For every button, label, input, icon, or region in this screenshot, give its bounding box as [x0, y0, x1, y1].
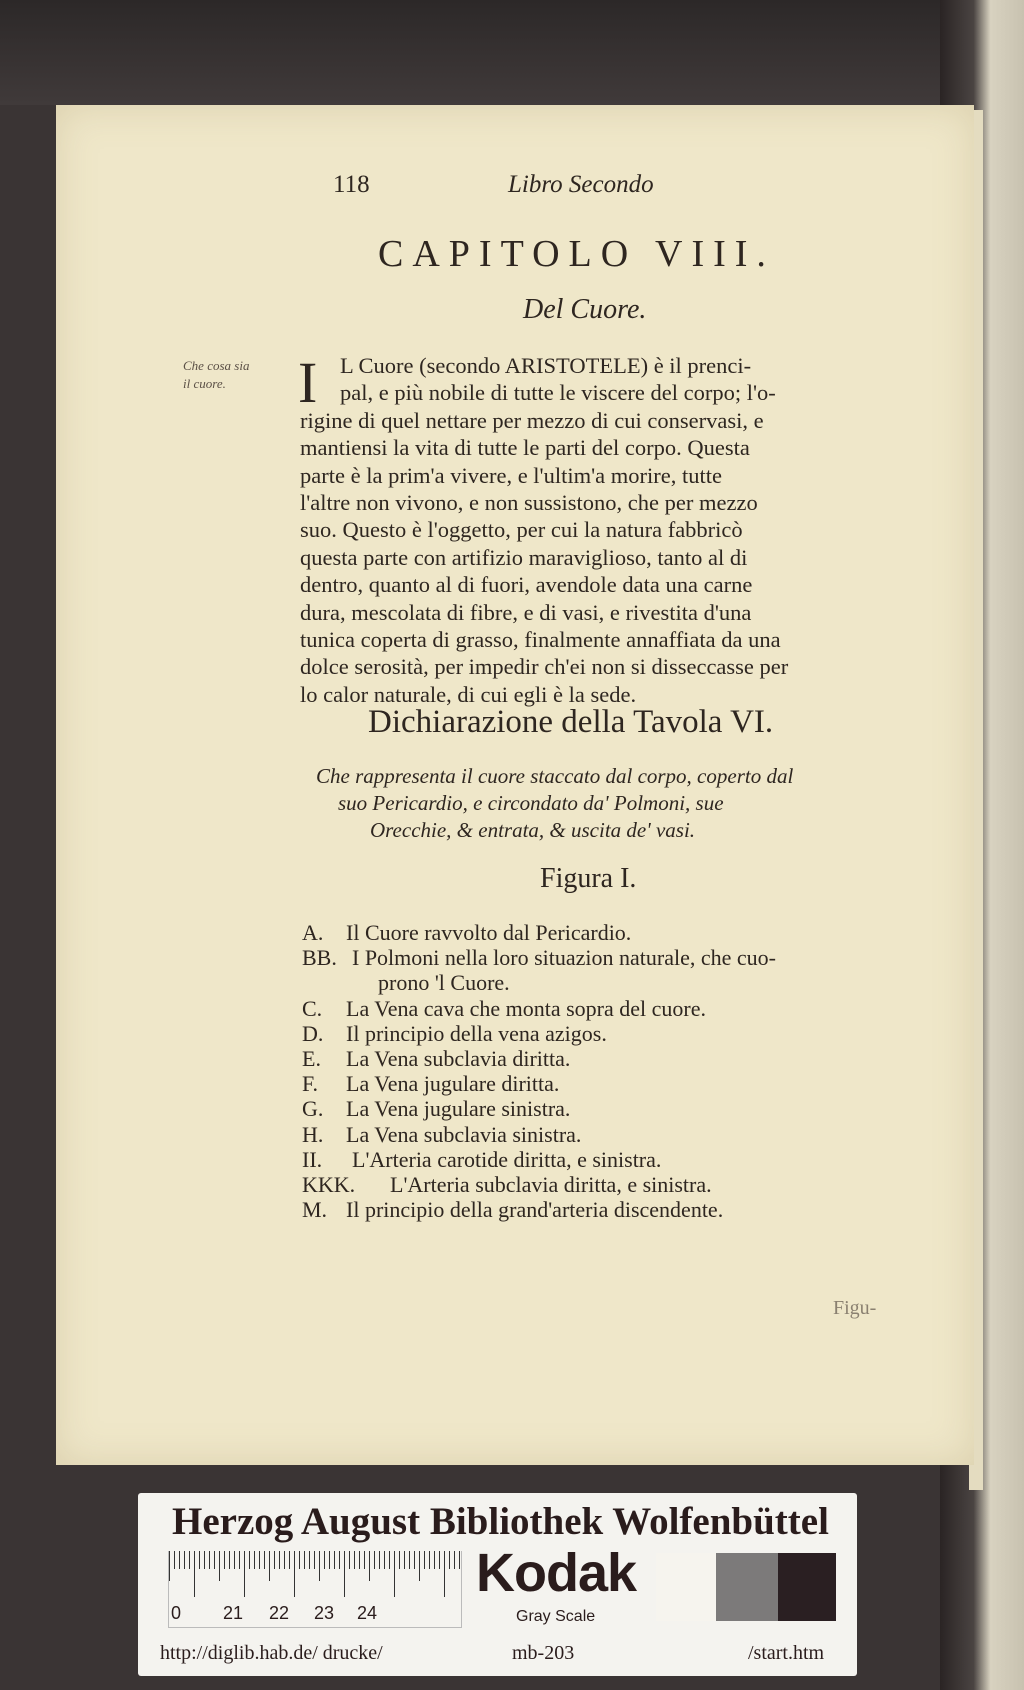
legend-item	[302, 1071, 559, 1096]
legend-key: M.	[302, 1197, 328, 1223]
legend-item	[302, 996, 706, 1021]
legend-key: BB.	[302, 945, 337, 971]
url-left: http://diglib.hab.de/ drucke/	[160, 1642, 383, 1664]
legend-key: E.	[302, 1046, 321, 1071]
library-name: Herzog August Bibliothek Wolfenbüttel	[172, 1500, 829, 1543]
library-label	[138, 1493, 857, 1676]
section-desc-line: suo Pericardio, e circondato da' Polmoni, sue	[338, 791, 724, 815]
body-line: mantiensi la vita di tutte le parti del corpo. Questa	[300, 435, 750, 461]
ruler-number: 21	[223, 1603, 244, 1623]
ruler-tick	[179, 1551, 180, 1569]
ruler-tick	[434, 1551, 435, 1569]
gray-swatch-dark	[778, 1553, 836, 1621]
body-line: L Cuore (secondo ARISTOTELE) è il prenci-	[340, 353, 752, 378]
ruler-tick	[184, 1551, 185, 1569]
legend-text: L'Arteria subclavia diritta, e sinistra.	[390, 1172, 712, 1197]
ruler-tick	[394, 1551, 395, 1597]
body-line: parte è la prim'a vivere, e l'ultim'a morire, tutte	[300, 462, 722, 488]
drop-cap: I	[298, 350, 318, 415]
body-line: lo calor naturale, di cui egli è la sede.	[300, 681, 637, 707]
legend-item	[302, 1021, 607, 1046]
ruler-tick	[299, 1551, 300, 1569]
kodak-logo: Kodak	[476, 1543, 637, 1603]
chapter-subtitle: Del Cuore.	[523, 294, 647, 325]
ruler-tick	[459, 1551, 460, 1569]
body-line: tunica coperta di grasso, finalmente annaffiata da una	[300, 627, 781, 652]
ruler-tick	[379, 1551, 380, 1569]
ruler-number: 0	[171, 1603, 182, 1623]
scale-ruler	[168, 1551, 462, 1628]
ruler-tick	[304, 1551, 305, 1569]
ruler-number: 22	[269, 1603, 290, 1623]
ruler-tick	[414, 1551, 415, 1569]
ruler-tick	[454, 1551, 455, 1569]
ruler-tick	[409, 1551, 410, 1569]
legend-key: C.	[302, 995, 323, 1021]
ruler-tick	[359, 1551, 360, 1569]
ruler-tick	[389, 1551, 390, 1569]
legend-text: La Vena subclavia diritta.	[346, 1046, 571, 1071]
ruler-tick	[294, 1551, 295, 1597]
ruler-tick	[444, 1551, 445, 1597]
legend-text: Il principio della vena azigos.	[346, 1020, 607, 1046]
ruler-tick	[419, 1551, 420, 1581]
legend-key: KKK.	[302, 1172, 356, 1197]
legend-text: prono 'l Cuore.	[378, 970, 510, 996]
ruler-tick	[279, 1551, 280, 1569]
legend-text: Il Cuore ravvolto dal Pericardio.	[346, 920, 632, 945]
ruler-tick	[239, 1551, 240, 1569]
legend-item	[302, 1197, 723, 1222]
legend-text: La Vena cava che monta sopra del cuore.	[346, 995, 706, 1021]
ruler-tick	[344, 1551, 345, 1597]
ruler-tick	[254, 1551, 255, 1569]
ruler-tick	[274, 1551, 275, 1569]
ruler-tick	[424, 1551, 425, 1569]
ruler-number: 24	[357, 1603, 378, 1623]
gray-swatch-mid	[716, 1553, 778, 1621]
section-title: Dichiarazione della Tavola VI.	[368, 704, 774, 740]
ruler-tick	[284, 1551, 285, 1569]
legend-item	[302, 920, 631, 945]
catchword: Figu-	[833, 1297, 877, 1319]
legend-item	[302, 1172, 712, 1197]
legend-key: II.	[302, 1146, 323, 1172]
ruler-tick	[309, 1551, 310, 1569]
page-number: 118	[333, 171, 370, 198]
ruler-tick	[174, 1551, 175, 1569]
legend-item	[302, 1046, 570, 1071]
ruler-tick	[329, 1551, 330, 1569]
ruler-tick	[234, 1551, 235, 1569]
chapter-heading: CAPITOLO VIII.	[378, 233, 775, 275]
legend-key: D.	[302, 1020, 324, 1046]
ruler-tick	[339, 1551, 340, 1569]
ruler-tick	[404, 1551, 405, 1569]
ruler-tick	[334, 1551, 335, 1569]
body-line: l'altre non vivono, e non sussistono, che per mezzo	[300, 490, 758, 515]
ruler-tick	[349, 1551, 350, 1569]
ruler-tick	[264, 1551, 265, 1569]
ruler-tick	[429, 1551, 430, 1569]
body-line: dura, mescolata di fibre, e di vasi, e rivestita d'una	[300, 599, 752, 625]
ruler-number: 23	[314, 1603, 335, 1623]
shelfmark: mb-203	[512, 1642, 575, 1664]
ruler-tick	[224, 1551, 225, 1569]
ruler-tick	[214, 1551, 215, 1569]
legend-text: L'Arteria carotide diritta, e sinistra.	[352, 1146, 662, 1172]
ruler-tick	[249, 1551, 250, 1569]
scan-background	[0, 0, 1024, 105]
ruler-tick	[384, 1551, 385, 1569]
ruler-tick	[204, 1551, 205, 1569]
ruler-tick	[364, 1551, 365, 1569]
body-line: questa parte con artifizio maraviglioso, tanto al di	[300, 544, 748, 570]
url-right: /start.htm	[748, 1642, 825, 1664]
ruler-tick	[194, 1551, 195, 1597]
gray-scale-caption: Gray Scale	[516, 1608, 596, 1625]
section-desc-line: Che rappresenta il cuore staccato dal corpo, coperto dal	[316, 764, 794, 788]
running-title: Libro Secondo	[508, 171, 654, 198]
ruler-tick	[449, 1551, 450, 1569]
ruler-tick	[219, 1551, 220, 1581]
legend-key: G.	[302, 1096, 324, 1122]
ruler-tick	[439, 1551, 440, 1569]
ruler-tick	[259, 1551, 260, 1569]
body-line: pal, e più nobile di tutte le viscere del corpo; l'o-	[340, 380, 776, 406]
section-desc-line: Orecchie, & entrata, & uscita de' vasi.	[370, 818, 696, 842]
figure-title: Figura I.	[540, 863, 637, 894]
legend-item	[302, 1096, 570, 1121]
body-line: dolce serosità, per impedir ch'ei non si disseccasse per	[300, 654, 789, 680]
body-line: dentro, quanto al di fuori, avendole data una carne	[300, 572, 753, 598]
legend-text: La Vena subclavia sinistra.	[346, 1121, 582, 1147]
gray-swatch-white	[656, 1553, 716, 1621]
legend-item	[302, 1122, 581, 1147]
margin-note-line: il cuore.	[183, 376, 226, 391]
legend-text: I Polmoni nella loro situazion naturale, che cuo-	[352, 945, 776, 971]
ruler-tick	[229, 1551, 230, 1569]
body-line: suo. Questo è l'oggetto, per cui la natura fabbricò	[300, 517, 743, 543]
ruler-tick	[199, 1551, 200, 1569]
legend-item	[302, 945, 776, 970]
margin-note-line: Che cosa sia	[183, 358, 250, 373]
ruler-tick	[244, 1551, 245, 1597]
ruler-tick	[354, 1551, 355, 1569]
legend-key: F.	[302, 1071, 318, 1097]
ruler-tick	[314, 1551, 315, 1569]
body-line: rigine di quel nettare per mezzo di cui conservasi, e	[300, 407, 764, 433]
ruler-tick	[289, 1551, 290, 1569]
ruler-tick	[399, 1551, 400, 1569]
ruler-tick	[319, 1551, 320, 1581]
legend-item	[378, 970, 510, 995]
legend-key: H.	[302, 1121, 324, 1147]
ruler-tick	[189, 1551, 190, 1569]
legend-item	[302, 1147, 661, 1172]
ruler-tick	[324, 1551, 325, 1569]
ruler-tick	[169, 1551, 170, 1581]
legend-text: La Vena jugulare sinistra.	[346, 1096, 571, 1122]
ruler-tick	[369, 1551, 370, 1581]
legend-text: La Vena jugulare diritta.	[346, 1071, 560, 1097]
ruler-tick	[269, 1551, 270, 1581]
legend-text: Il principio della grand'arteria discendente.	[346, 1197, 724, 1223]
ruler-tick	[209, 1551, 210, 1569]
legend-key: A.	[302, 920, 324, 945]
ruler-tick	[374, 1551, 375, 1569]
